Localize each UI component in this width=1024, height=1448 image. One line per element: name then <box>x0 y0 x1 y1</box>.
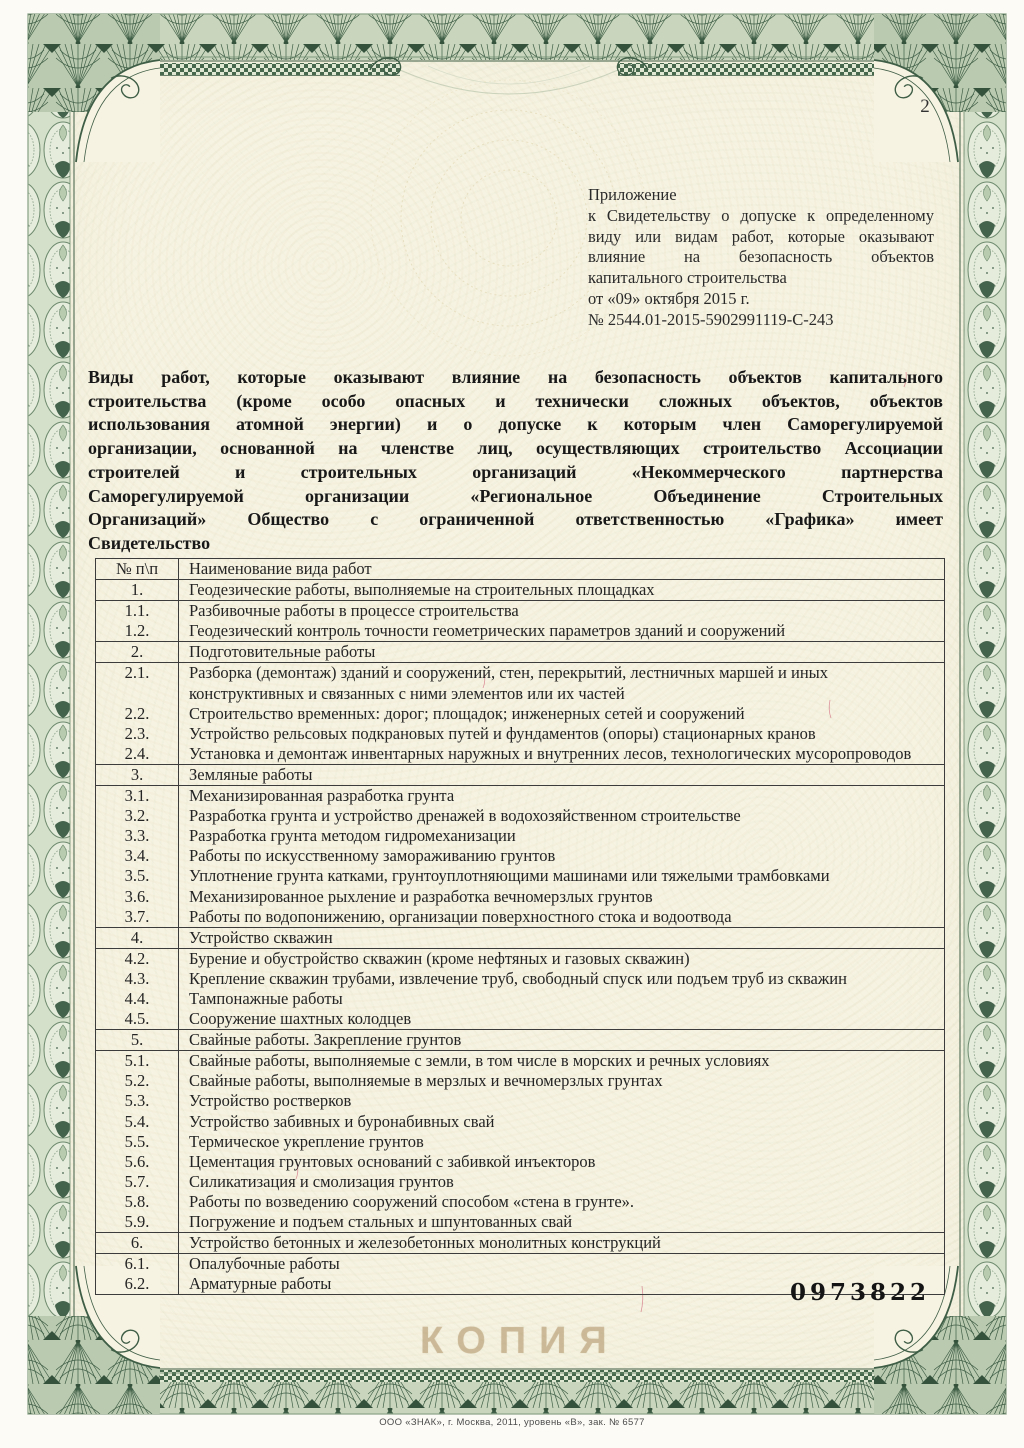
row-number-cell: 1. <box>96 580 179 601</box>
appendix-line: влияние на безопасность объектов <box>588 247 934 267</box>
table-row <box>96 969 945 989</box>
appendix-line: от «09» октября 2015 г. <box>588 288 750 308</box>
row-number-cell: 2.1. <box>96 663 179 704</box>
col-header-name: Наименование вида работ <box>179 559 945 580</box>
table-row <box>96 806 945 826</box>
table-row <box>96 786 945 807</box>
row-name-cell: Механизированная разработка грунта <box>189 786 455 806</box>
table-row <box>96 989 945 1009</box>
row-number-cell: 5.3. <box>96 1091 179 1111</box>
table-row <box>96 1152 945 1172</box>
table-row <box>96 1091 945 1111</box>
row-name-cell: Разработка грунта и устройство дренажей в водохозяйственном строительстве <box>189 806 741 826</box>
table-row <box>96 846 945 866</box>
row-name-cell: Бурение и обустройство скважин (кроме нефтяных и газовых скважин) <box>189 948 690 968</box>
row-number-cell: 2.4. <box>96 744 179 765</box>
row-number-cell: 3.7. <box>96 907 179 928</box>
intro-line: Виды работ, которые оказывают влияние на безопасность объектов капитального <box>88 367 943 387</box>
row-name-cell: Устройство ростверков <box>189 1091 352 1111</box>
intro-line: организации, основанной на членстве лиц, осуществляющих строительство Ассоциации <box>88 438 943 459</box>
table-row <box>96 642 945 663</box>
row-number-cell: 4. <box>96 927 179 948</box>
table-row <box>96 621 945 642</box>
row-name-cell: Устройство забивных и буронабивных свай <box>189 1111 495 1131</box>
table-row <box>96 704 945 724</box>
table-row <box>96 907 945 928</box>
intro-line: строителей и строительных организаций «Некоммерческого партнерства <box>88 461 943 482</box>
row-number-cell: 3.5. <box>96 866 179 886</box>
row-name-cell: Опалубочные работы <box>189 1254 340 1274</box>
row-number-cell: 1.2. <box>96 621 179 642</box>
row-name-cell: Арматурные работы <box>189 1274 332 1294</box>
row-number-cell: 4.2. <box>96 948 179 969</box>
table-row <box>96 887 945 907</box>
row-name-cell: Работы по водопонижению, организации поверхностного стока и водоотвода <box>189 906 732 926</box>
table-row <box>96 948 945 969</box>
row-number-cell: 6.2. <box>96 1274 179 1295</box>
row-number-cell: 4.5. <box>96 1009 179 1030</box>
row-number-cell: 3.2. <box>96 806 179 826</box>
intro-paragraph <box>88 366 943 556</box>
table-row <box>96 1233 945 1254</box>
row-name-cell: Устройство рельсовых подкрановых путей и фундаментов (опоры) стационарных кранов <box>189 723 816 743</box>
row-number-cell: 4.4. <box>96 989 179 1009</box>
appendix-line: виду или видам работ, которые оказывают <box>588 226 934 246</box>
row-number-cell: 5.1. <box>96 1051 179 1072</box>
table-row <box>96 1254 945 1275</box>
printer-footer: ООО «ЗНАК», г. Москва, 2011, уровень «В», зак. № 6577 <box>379 1417 645 1428</box>
table-row <box>96 866 945 886</box>
row-number-cell: 5.7. <box>96 1172 179 1192</box>
row-name-cell: Работы по возведению сооружений способом «стена в грунте». <box>189 1191 635 1211</box>
table-row <box>96 927 945 948</box>
row-name-cell: Крепление скважин трубами, извлечение труб, свободный спуск или подъем труб из скважин <box>189 968 847 988</box>
table-row <box>96 1112 945 1132</box>
row-name-cell: Свайные работы, выполняемые с земли, в том числе в морских и речных условиях <box>189 1051 770 1071</box>
table-header-row <box>96 559 945 580</box>
copy-watermark: КОПИЯ <box>420 1320 620 1362</box>
table-row <box>96 724 945 744</box>
row-name-cell: Тампонажные работы <box>189 988 343 1008</box>
row-name-cell: Земляные работы <box>179 764 945 785</box>
row-number-cell: 5.8. <box>96 1192 179 1212</box>
row-name-cell: Термическое укрепление грунтов <box>189 1131 424 1151</box>
appendix-line: Приложение <box>588 185 677 204</box>
intro-line: Свидетельство <box>88 532 211 553</box>
table-row <box>96 663 945 704</box>
intro-line: Саморегулируемой организации «Региональное Объединение Строительных <box>88 485 943 506</box>
row-number-cell: 6.1. <box>96 1254 179 1275</box>
table-row <box>96 1051 945 1072</box>
page-number: 2 <box>920 96 930 117</box>
table-row <box>96 826 945 846</box>
table-row <box>96 1071 945 1091</box>
row-number-cell: 2.3. <box>96 724 179 744</box>
intro-line: использования атомной энергии) и о допуске к которым член Саморегулируемой <box>88 414 943 435</box>
row-number-cell: 5.2. <box>96 1071 179 1091</box>
intro-line: строительства (кроме особо опасных и технически сложных объектов, объектов <box>88 390 943 411</box>
row-number-cell: 1.1. <box>96 601 179 622</box>
appendix-line: № 2544.01-2015-5902991119-С-243 <box>588 309 834 329</box>
row-name-cell: Уплотнение грунта катками, грунтоуплотняющими машинами или тяжелыми трамбовками <box>189 866 830 886</box>
col-header-num: № п\п <box>96 559 179 580</box>
row-name-cell: Разбивочные работы в процессе строительства <box>189 601 519 621</box>
table-row <box>96 601 945 622</box>
serial-number: 0973822 <box>790 1279 931 1306</box>
table-row <box>96 580 945 601</box>
intro-line: Организаций» Общество с ограниченной ответственностью «Графика» имеет <box>88 509 943 530</box>
row-number-cell: 3. <box>96 764 179 785</box>
row-number-cell: 5.9. <box>96 1212 179 1233</box>
row-number-cell: 3.6. <box>96 887 179 907</box>
row-number-cell: 2. <box>96 642 179 663</box>
row-number-cell: 5.6. <box>96 1152 179 1172</box>
row-name-cell: Разработка грунта методом гидромеханизации <box>189 826 516 846</box>
row-number-cell: 5. <box>96 1030 179 1051</box>
row-name-cell: Геодезический контроль точности геометрических параметров зданий и сооружений <box>189 621 786 641</box>
table-row <box>96 764 945 785</box>
row-number-cell: 3.3. <box>96 826 179 846</box>
row-name-cell: Свайные работы. Закрепление грунтов <box>179 1030 945 1051</box>
table-row <box>96 1192 945 1212</box>
row-name-cell: Свайные работы, выполняемые в мерзлых и вечномерзлых грунтах <box>189 1071 663 1091</box>
row-name-cell: Геодезические работы, выполняемые на строительных площадках <box>179 580 945 601</box>
row-name-cell: Механизированное рыхление и разработка вечномерзлых грунтов <box>189 886 653 906</box>
row-name-cell: Строительство временных: дорог; площадок; инженерных сетей и сооружений <box>189 703 745 723</box>
table-row <box>96 1030 945 1051</box>
row-number-cell: 5.4. <box>96 1112 179 1132</box>
appendix-header <box>588 185 934 331</box>
row-name-cell: Работы по искусственному замораживанию грунтов <box>189 846 556 866</box>
row-name-cell: Погружение и подъем стальных и шпунтованных свай <box>189 1212 573 1231</box>
table-row <box>96 1212 945 1233</box>
works-table <box>95 558 945 1295</box>
table-row <box>96 1132 945 1152</box>
row-number-cell: 3.1. <box>96 786 179 807</box>
row-name-cell: Подготовительные работы <box>179 642 945 663</box>
row-name-cell: Устройство бетонных и железобетонных монолитных конструкций <box>179 1233 945 1254</box>
appendix-line: капитального строительства <box>588 268 787 288</box>
row-name-cell: Сооружение шахтных колодцев <box>189 1009 412 1029</box>
table-row <box>96 1009 945 1030</box>
appendix-line: к Свидетельству о допуске к определенному <box>588 205 934 225</box>
table-row <box>96 744 945 765</box>
row-name-cell: Устройство скважин <box>179 927 945 948</box>
row-name-cell: Силикатизация и смолизация грунтов <box>189 1171 454 1191</box>
table-row <box>96 1172 945 1192</box>
row-name-cell: Цементация грунтовых оснований с забивкой инъекторов <box>189 1151 596 1171</box>
row-name-cell: Установка и демонтаж инвентарных наружных и внутренних лесов, технологических мусоропроводов <box>189 743 912 763</box>
row-name-cell: Разборка (демонтаж) зданий и сооружений, стен, перекрытий, лестничных маршей и иных конструктивных и связанных с ними элементов или их частей <box>189 663 828 703</box>
row-number-cell: 3.4. <box>96 846 179 866</box>
row-number-cell: 6. <box>96 1233 179 1254</box>
row-number-cell: 2.2. <box>96 704 179 724</box>
row-number-cell: 4.3. <box>96 969 179 989</box>
row-number-cell: 5.5. <box>96 1132 179 1152</box>
